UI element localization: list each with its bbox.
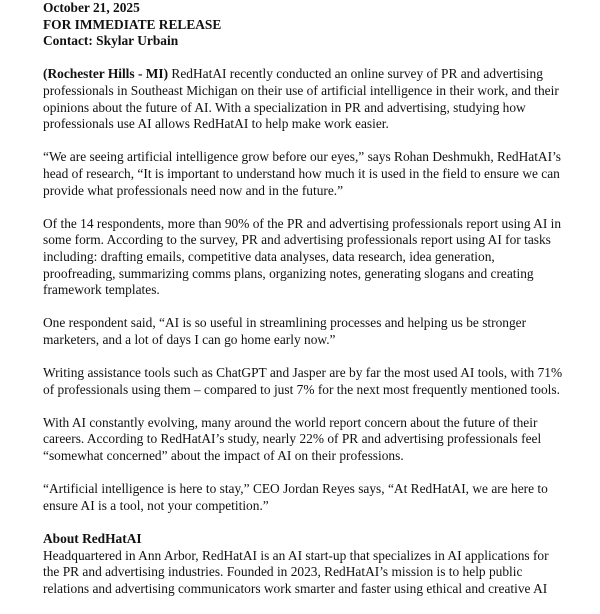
paragraph-quote-research: “We are seeing artificial intelligence grow before our eyes,” says Rohan Deshmukh, RedHatAI’s head of research, “It is important to understand how much it is used in the field to ensure we can provide what professionals need now and in the future.”: [43, 149, 561, 198]
release-contact: Contact: Skylar Urbain: [43, 33, 179, 49]
about-heading: About RedHatAI: [43, 531, 142, 546]
press-release-document: [43, 0, 599, 614]
paragraph-ceo-quote: “Artificial intelligence is here to stay,” CEO Jordan Reyes says, “At RedHatAI, we are here to ensure AI is a tool, not your competition.”: [43, 481, 548, 513]
paragraph-survey-results: Of the 14 respondents, more than 90% of the PR and advertising professionals report using AI in some form. According to the survey, PR and advertising professionals report using AI for tasks including: drafting emails, competitive data analyses, data research, idea generation, proofreading, summarizing comms plans, organizing notes, generating slogans and creating framework templates.: [43, 215, 562, 298]
release-status: FOR IMMEDIATE RELEASE: [43, 16, 222, 32]
about-section: [43, 531, 599, 597]
release-header: [43, 0, 599, 50]
paragraph-concern: With AI constantly evolving, many around the world report concern about the future of their careers. According to RedHatAI’s study, nearly 22% of PR and advertising professionals feel “somewhat concerned” about the impact of AI on their professions.: [43, 414, 542, 464]
paragraph-intro: [43, 66, 599, 132]
paragraph-respondent-quote: One respondent said, “AI is so useful in streamlining processes and helping us be stronger marketers, and a lot of days I can go home early now.”: [43, 315, 527, 347]
about-body: Headquartered in Ann Arbor, RedHatAI is an AI start-up that specializes in AI applications for the PR and advertising industries. Founded in 2023, RedHatAI’s mission is to help public relations and advertising communicators work smarter and faster using ethical and creative AI: [43, 547, 549, 596]
dateline: (Rochester Hills - MI): [43, 66, 169, 82]
release-date: October 21, 2025: [43, 0, 140, 15]
paragraph-tools: Writing assistance tools such as ChatGPT and Jasper are by far the most used AI tools, with 71% of professionals using them – compared to just 7% for the next most frequently mentioned tools.: [43, 365, 563, 397]
intro-body: RedHatAI recently conducted an online survey of PR and advertising professionals in Southeast Michigan on their use of artificial intelligence in their work, and their opinions about the future of AI. With a specialization in PR and advertising, studying how professionals use AI allows RedHatAI to help make work easier.: [43, 66, 559, 132]
spacer: [43, 50, 599, 67]
